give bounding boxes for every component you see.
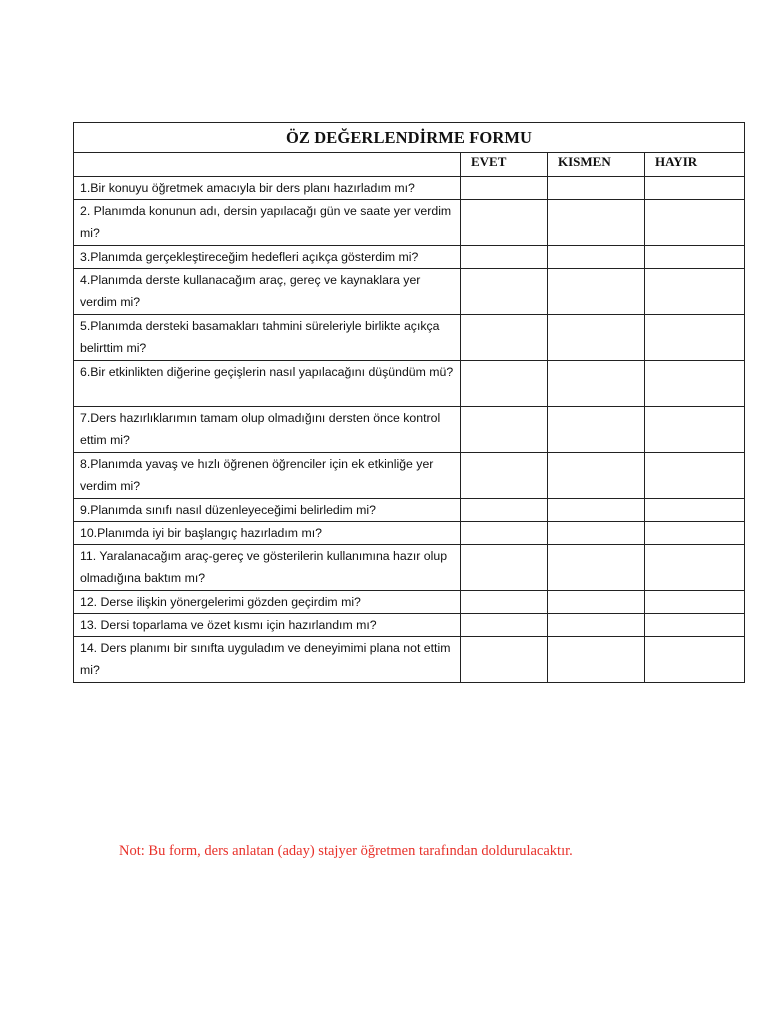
- answer-cell-evet[interactable]: [461, 246, 548, 269]
- question-row-6: [74, 361, 745, 407]
- question-row-3: [74, 246, 745, 269]
- question-text: 5.Planımda dersteki basamakları tahmini süreleriyle birlikte açıkça belirttim mi?: [74, 315, 461, 361]
- question-row-8: [74, 453, 745, 499]
- form-title: ÖZ DEĞERLENDİRME FORMU: [74, 123, 745, 153]
- answer-cell-evet[interactable]: [461, 499, 548, 522]
- answer-cell-hayir[interactable]: [645, 200, 745, 246]
- question-text: 9.Planımda sınıfı nasıl düzenleyeceğimi belirledim mi?: [74, 499, 461, 522]
- answer-cell-hayir[interactable]: [645, 499, 745, 522]
- answer-cell-kismen[interactable]: [548, 637, 645, 683]
- question-text: 4.Planımda derste kullanacağım araç, gereç ve kaynaklara yer verdim mi?: [74, 269, 461, 315]
- answer-cell-hayir[interactable]: [645, 177, 745, 200]
- question-text: 11. Yaralanacağım araç-gereç ve gösterilerin kullanımına hazır olup olmadığına baktım mı?: [74, 545, 461, 591]
- question-row-12: [74, 591, 745, 614]
- question-row-7: [74, 407, 745, 453]
- question-row-2: [74, 200, 745, 246]
- column-header-evet: EVET: [461, 153, 548, 177]
- answer-cell-kismen[interactable]: [548, 269, 645, 315]
- answer-cell-kismen[interactable]: [548, 499, 645, 522]
- column-header-row: [74, 153, 745, 177]
- header-blank-cell: [74, 153, 461, 177]
- answer-cell-hayir[interactable]: [645, 522, 745, 545]
- answer-cell-kismen[interactable]: [548, 177, 645, 200]
- answer-cell-kismen[interactable]: [548, 614, 645, 637]
- answer-cell-hayir[interactable]: [645, 453, 745, 499]
- answer-cell-kismen[interactable]: [548, 522, 645, 545]
- answer-cell-kismen[interactable]: [548, 407, 645, 453]
- question-row-1: [74, 177, 745, 200]
- answer-cell-evet[interactable]: [461, 407, 548, 453]
- column-header-hayir: HAYIR: [645, 153, 745, 177]
- question-row-5: [74, 315, 745, 361]
- answer-cell-evet[interactable]: [461, 637, 548, 683]
- question-text: 6.Bir etkinlikten diğerine geçişlerin nasıl yapılacağını düşündüm mü?: [74, 361, 461, 407]
- answer-cell-hayir[interactable]: [645, 591, 745, 614]
- answer-cell-kismen[interactable]: [548, 200, 645, 246]
- answer-cell-kismen[interactable]: [548, 453, 645, 499]
- question-text: 13. Dersi toparlama ve özet kısmı için hazırlandım mı?: [74, 614, 461, 637]
- question-row-14: [74, 637, 745, 683]
- question-text: 8.Planımda yavaş ve hızlı öğrenen öğrenciler için ek etkinliğe yer verdim mi?: [74, 453, 461, 499]
- answer-cell-evet[interactable]: [461, 545, 548, 591]
- question-text: 12. Derse ilişkin yönergelerimi gözden geçirdim mi?: [74, 591, 461, 614]
- question-text: 14. Ders planımı bir sınıfta uyguladım ve deneyimimi plana not ettim mi?: [74, 637, 461, 683]
- question-row-10: [74, 522, 745, 545]
- answer-cell-hayir[interactable]: [645, 407, 745, 453]
- answer-cell-evet[interactable]: [461, 453, 548, 499]
- question-row-4: [74, 269, 745, 315]
- answer-cell-hayir[interactable]: [645, 246, 745, 269]
- answer-cell-hayir[interactable]: [645, 545, 745, 591]
- self-evaluation-form-table: [73, 122, 745, 683]
- question-row-13: [74, 614, 745, 637]
- answer-cell-evet[interactable]: [461, 591, 548, 614]
- answer-cell-evet[interactable]: [461, 269, 548, 315]
- question-row-9: [74, 499, 745, 522]
- answer-cell-kismen[interactable]: [548, 361, 645, 407]
- answer-cell-kismen[interactable]: [548, 591, 645, 614]
- answer-cell-hayir[interactable]: [645, 614, 745, 637]
- answer-cell-evet[interactable]: [461, 614, 548, 637]
- answer-cell-kismen[interactable]: [548, 315, 645, 361]
- answer-cell-hayir[interactable]: [645, 315, 745, 361]
- question-row-11: [74, 545, 745, 591]
- answer-cell-kismen[interactable]: [548, 246, 645, 269]
- answer-cell-evet[interactable]: [461, 522, 548, 545]
- question-text: 3.Planımda gerçekleştireceğim hedefleri açıkça gösterdim mi?: [74, 246, 461, 269]
- footer-note: Not: Bu form, ders anlatan (aday) stajyer öğretmen tarafından doldurulacaktır.: [119, 843, 573, 859]
- answer-cell-hayir[interactable]: [645, 637, 745, 683]
- question-text: 7.Ders hazırlıklarımın tamam olup olmadığını dersten önce kontrol ettim mi?: [74, 407, 461, 453]
- answer-cell-hayir[interactable]: [645, 361, 745, 407]
- question-text: 2. Planımda konunun adı, dersin yapılacağı gün ve saate yer verdim mi?: [74, 200, 461, 246]
- answer-cell-evet[interactable]: [461, 200, 548, 246]
- answer-cell-kismen[interactable]: [548, 545, 645, 591]
- answer-cell-hayir[interactable]: [645, 269, 745, 315]
- column-header-kismen: KISMEN: [548, 153, 645, 177]
- question-text: 10.Planımda iyi bir başlangıç hazırladım mı?: [74, 522, 461, 545]
- answer-cell-evet[interactable]: [461, 361, 548, 407]
- form-title-row: [74, 123, 745, 153]
- answer-cell-evet[interactable]: [461, 177, 548, 200]
- answer-cell-evet[interactable]: [461, 315, 548, 361]
- question-text: 1.Bir konuyu öğretmek amacıyla bir ders planı hazırladım mı?: [74, 177, 461, 200]
